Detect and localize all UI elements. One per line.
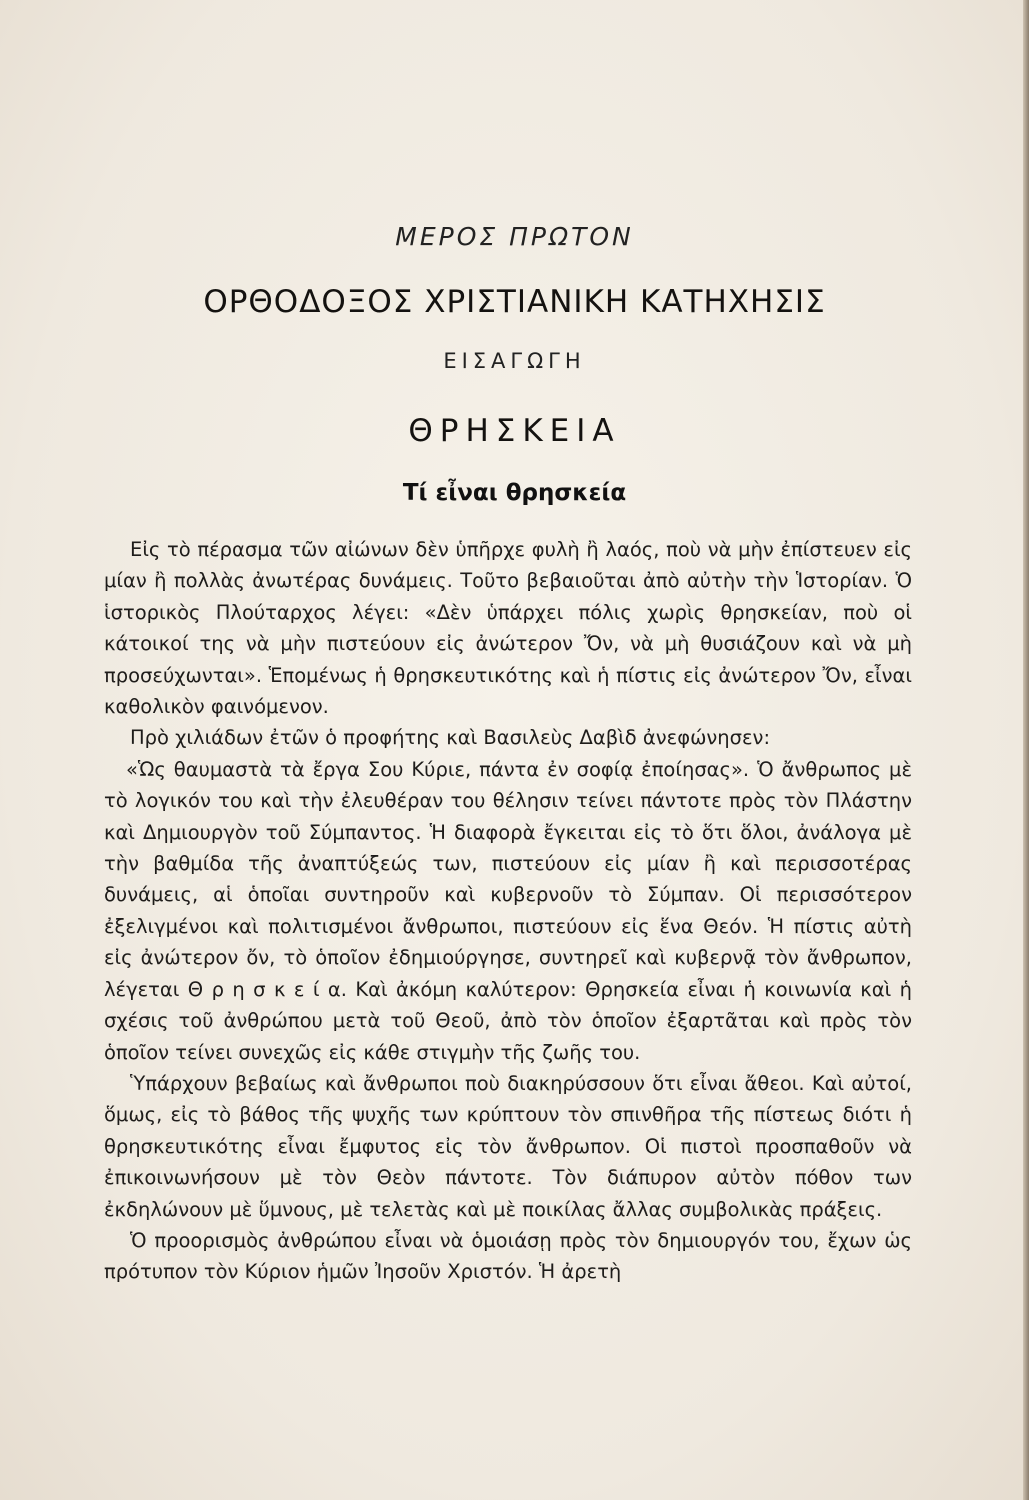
paragraph-1: Εἰς τὸ πέρασμα τῶν αἰώνων δὲν ὑπῆρχε φυλὴ ἢ λαός, ποὺ νὰ μὴν ἐπίστευεν εἰς μίαν ἢ πολλὰς ἀνωτέρας δυνάμεις. Τοῦτο βεβαιοῦται ἀπὸ αὐτὴν τὴν Ἱστορίαν. Ὁ ἱστορικὸς Πλούταρχος λέγει: «Δὲν ὑπάρχει πόλις χωρὶς θρησκείαν, ποὺ οἱ κάτοικοί της νὰ μὴν πιστεύουν εἰς ἀνώτερον Ὄν, νὰ μὴ θυσιάζουν καὶ νὰ μὴ προσεύχωνται». Ἑπομένως ἡ θρησκευτικότης καὶ ἡ πίστις εἰς ἀνώτερον Ὄν, εἶναι καθολικὸν φαινόμενον. <box>104 538 912 719</box>
paragraph-5: Ὁ προορισμὸς ἀνθρώπου εἶναι νὰ ὁμοιάσῃ πρὸς τὸν δημιουργόν του, ἔχων ὡς πρότυπον τὸν Κύριον ἡμῶν Ἰησοῦν Χριστόν. Ἡ ἀρετὴ <box>104 1228 912 1284</box>
subtitle: Τί εἶναι θρησκεία <box>402 480 627 506</box>
paragraph-2: Πρὸ χιλιάδων ἐτῶν ὁ προφήτης καὶ Βασιλεὺς Δαβὶδ ἀνεφώνησεν: <box>130 726 771 750</box>
paragraph-4: Ὑπάρχουν βεβαίως καὶ ἄνθρωποι ποὺ διακηρύσσουν ὅτι εἶναι ἄθεοι. Καὶ αὐτοί, ὅμως, εἰς τὸ βάθος τῆς ψυχῆς των κρύπτουν τὸν σπινθῆρα τῆς πίστεως διότι ἡ θρησκευτικότης εἶναι ἔμφυτος εἰς τὸν ἄνθρωπον. Οἱ πιστοὶ προσπαθοῦν νὰ ἐπικοινωνήσουν μὲ τὸν Θεὸν πάντοτε. Τὸν διάπυρον αὐτὸν πόθον των ἐκδηλώνουν μὲ ὕμνους, μὲ τελετὰς καὶ μὲ ποικίλας ἄλλας συμβολικὰς πράξεις. <box>104 1071 912 1221</box>
chapter-heading: ΘΡΗΣΚΕΙΑ <box>408 413 621 449</box>
body-text <box>104 534 912 1288</box>
section-heading: ΕΙΣΑΓΩΓΗ <box>443 349 586 373</box>
main-title: ΟΡΘΟΔΟΞΟΣ ΧΡΙΣΤΙΑΝΙΚΗ ΚΑΤΗΧΗΣΙΣ <box>203 284 826 320</box>
part-heading: ΜΕΡΟΣ ΠΡΩΤΟΝ <box>395 222 634 251</box>
paragraph-3: «Ὡς θαυμαστὰ τὰ ἔργα Σου Κύριε, πάντα ἐν σοφίᾳ ἐποίησας». Ὁ ἄνθρωπος μὲ τὸ λογικόν του καὶ τὴν ἐλευθέραν του θέλησιν τείνει πάντοτε πρὸς τὸν Πλάστην καὶ Δημιουργὸν τοῦ Σύμπαντος. Ἡ διαφορὰ ἔγκειται εἰς τὸ ὅτι ὅλοι, ἀνάλογα μὲ τὴν βαθμίδα τῆς ἀναπτύξεώς των, πιστεύουν εἰς μίαν ἢ καὶ περισσοτέρας δυνάμεις, αἱ ὁποῖαι συντηροῦν καὶ κυβερνοῦν τὸ Σύμπαν. Οἱ περισσότερον ἐξελιγμένοι καὶ πολιτισμένοι ἄνθρωποι, πιστεύουν εἰς ἕνα Θεόν. Ἡ πίστις αὐτὴ εἰς ἀνώτερον ὄν, τὸ ὁποῖον ἐδημιούργησε, συντηρεῖ καὶ κυβερνᾷ τὸν ἄνθρωπον, λέγεται Θ ρ η σ κ ε ί α. Καὶ ἀκόμη καλύτερον: Θρησκεία εἶναι ἡ κοινωνία καὶ ἡ σχέσις τοῦ ἀνθρώπου μετὰ τοῦ Θεοῦ, ἀπὸ τὸν ὁποῖον ἐξαρτᾶται καὶ πρὸς τὸν ὁποῖον τείνει συνεχῶς εἰς κάθε στιγμὴν τῆς ζωῆς του. <box>104 757 912 1064</box>
